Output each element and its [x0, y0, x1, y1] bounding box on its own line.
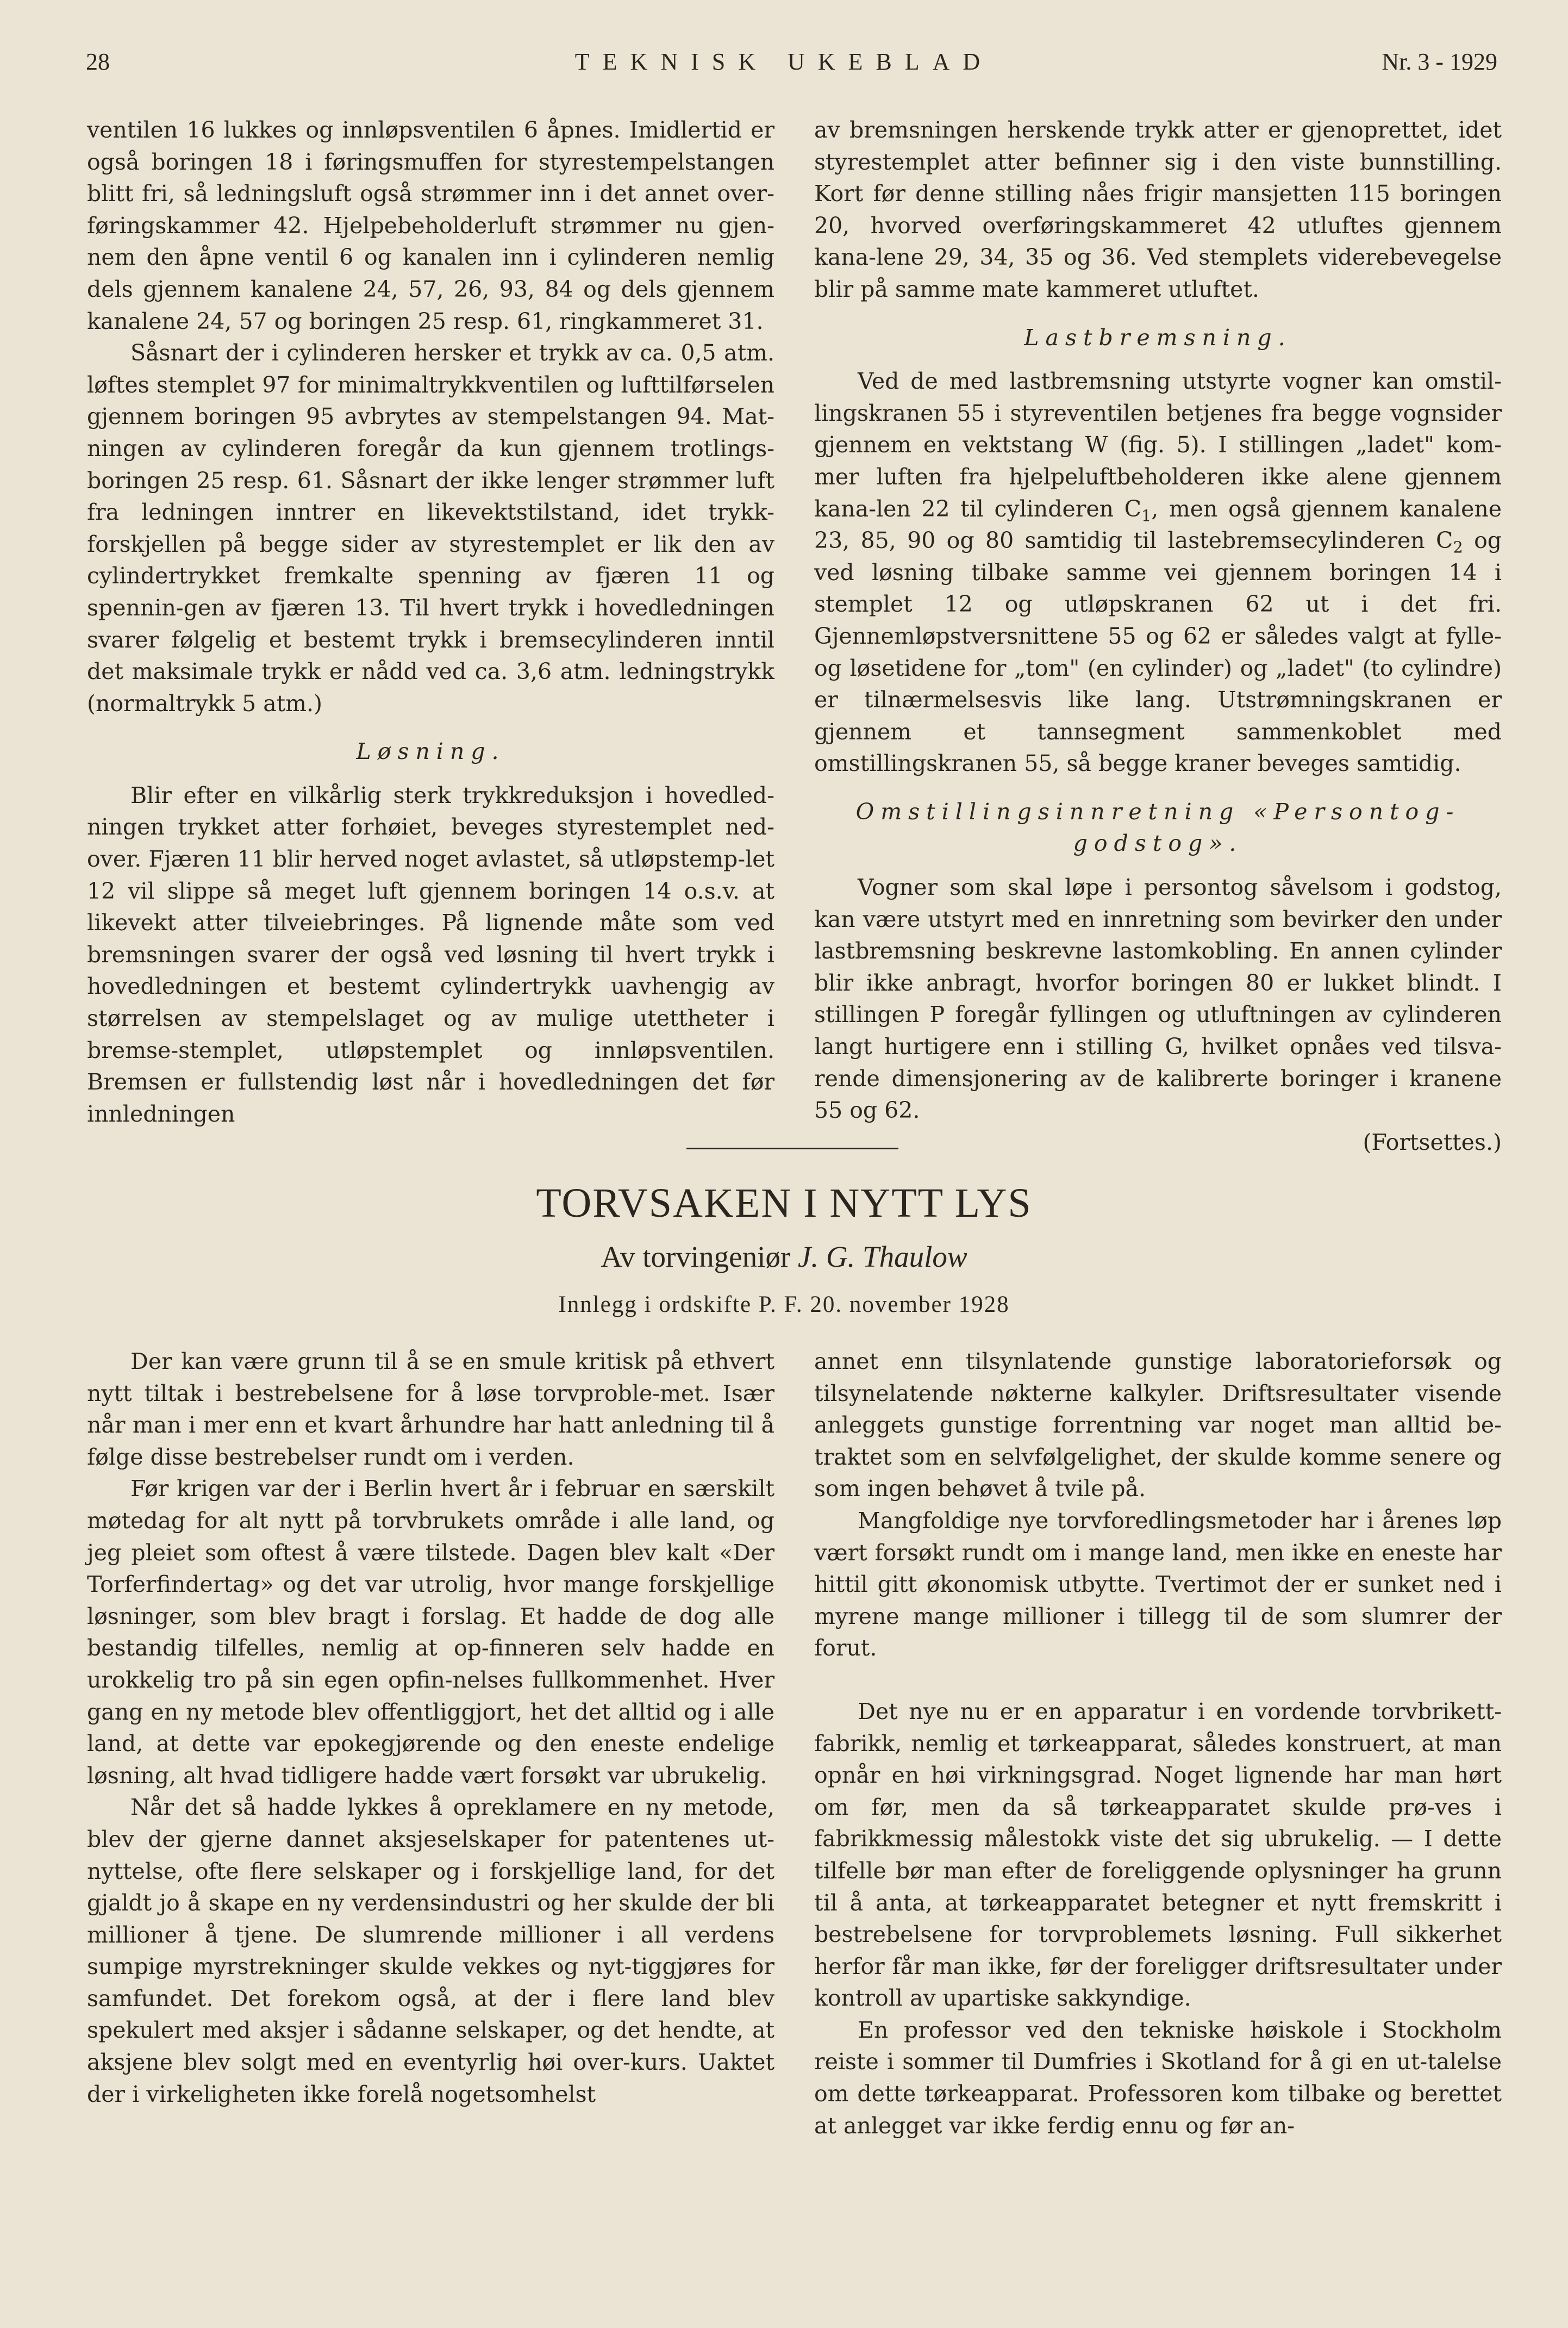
continued-note: (Fortsettes.) — [1363, 1129, 1502, 1155]
section-heading: Omstillingsinnretning «Persontog-godstog». — [855, 798, 1460, 857]
paragraph: Såsnart der i cylinderen hersker et trykk av ca. 0,5 atm. løftes stemplet 97 for minimaltrykkventilen og lufttilførselen gjennem boringen 95 avbrytes av stempelstangen 94. Mat-ningen av cylinderen foregår da kun gjennem trotlings-boringen 25 resp. 61. Såsnart der ikke lenger strømmer luft fra ledningen inntrer en likevektstilstand, idet trykk-forskjellen på begge sider av styrestemplet er lik den av cylindertrykket fremkalte spenning av fjæren 11 og spennin-gen av fjæren 13. Til hvert trykk i hovedledningen svarer følgelig et bestemt trykk i bremsecylinderen inntil det maksimale trykk er nådd ved ca. 3,6 atm. ledningstrykk (normaltrykk 5 atm.) — [87, 340, 774, 717]
paragraph: Blir efter en vilkårlig sterk trykkreduksjon i hovedled-ningen trykket atter forhøiet, beveges styrestemplet ned-over. Fjæren 11 blir herved noget avlastet, så utløpstemp-let 12 vil slippe så meget luft gjennem boringen 14 o.s.v. at likevekt atter tilveiebringes. På lignende måte som ved bremsningen svarer der også ved løsning til hvert trykk i hovedledningen et bestemt cylindertrykk uavhengig av størrelsen av stempelslaget og av mulige utettheter i bremse-stemplet, utløpstemplet og innløpsventilen. Bremsen er fullstendig løst når i hovedledningen det før innledningen — [87, 782, 774, 1127]
author-name: J. G. Thaulow — [797, 1240, 967, 1273]
paragraph: av bremsningen herskende trykk atter er gjenoprettet, idet styrestemplet atter befinner sig i den viste bunnstilling. Kort før denne stilling nåes frigir mansjetten 115 boringen 20, hvorved overføringskammeret 42 utluftes gjennem kana-lene 29, 34, 35 og 36. Ved stemplets viderebevegelse blir på samme mate kammeret utluftet. — [814, 117, 1502, 302]
paragraph: Der kan være grunn til å se en smule kritisk på ethvert nytt tiltak i bestrebelsene for å løse torvproble-met. Især når man i mer enn et kvart århundre har hatt anledning til å følge disse bestrebelser rundt om i verden. — [87, 1348, 774, 1470]
journal-title: TEKNISK UKEBLAD — [574, 48, 994, 75]
paragraph: Når det så hadde lykkes å opreklamere en ny metode, blev der gjerne dannet aksjeselskaper for patentenes ut-nyttelse, ofte flere selskaper og i forskjellige land, for det gjaldt jo å skape en ny verdensindustri og her skulde der bli millioner å tjene. De slumrende millioner i all verdens sumpige myrstrekninger skulde vekkes og nyt-tiggjøres for samfundet. Det forekom også, at der i flere land blev spekulert med aksjer i sådanne selskaper, og det hendte, at aksjene blev solgt med en eventyrlig høi over-kurs. Uaktet der i virkeligheten ikke forelå nogetsomhelst — [87, 1794, 774, 2107]
paragraph: annet enn tilsynlatende gunstige laboratorieforsøk og tilsynelatende nøkterne kalkyler. Driftsresultater visende anleggets gunstige forrentning var noget man alltid be-traktet som en selvfølgelighet, der skulde komme senere og som ingen behøvet å tvile på. — [814, 1348, 1502, 1502]
paragraph: Før krigen var der i Berlin hvert år i februar en særskilt møtedag for alt nytt på torvbrukets område i alle land, og jeg pleiet som oftest å være tilstede. Dagen blev kalt «Der Torferfindertag» og det var utrolig, hvor mange forskjellige løsninger, som blev bragt i forslag. Et hadde de dog alle bestandig tilfelles, nemlig at op-finneren selv hadde en urokkelig tro på sin egen opfin-nelses fullkommenhet. Hver gang en ny metode blev offentliggjort, het det alltid og i alle land, at dette var epokegjørende og den eneste endelige løsning, alt hvad tidligere hadde vært forsøkt var ubrukelig. — [87, 1476, 774, 1789]
top-left-column — [87, 114, 774, 1130]
page-header — [0, 48, 1568, 86]
page-number: 28 — [86, 48, 110, 75]
paragraph: Det nye nu er en apparatur i en vordende torvbrikett-fabrikk, nemlig et tørkeapparat, således konstruert, at man opnår en høi virkningsgrad. Noget lignende har man hørt om før, men da så tørkeapparatet skulde prø-ves i fabrikkmessig målestokk viste det sig ubrukelig. — I dette tilfelle bør man efter de foreliggende oplysninger ha grunn til å anta, at tørkeapparatet betegner et nytt fremskritt i bestrebelsene for torvproblemets løsning. Full sikkerhet herfor får man ikke, før der foreligger driftsresultater under kontroll av upartiske sakkyndige. — [814, 1698, 1502, 2012]
article-title: TORVSAKEN I NYTT LYS — [536, 1180, 1032, 1226]
article-note: Innlegg i ordskifte P. F. 20. november 1928 — [558, 1292, 1010, 1317]
article-author: Av torvingeniør J. G. Thaulow — [601, 1240, 967, 1273]
bottom-left-column — [87, 1346, 774, 2110]
bottom-right-column — [814, 1346, 1502, 2142]
paragraph: En professor ved den tekniske høiskole i Stockholm reiste i sommer til Dumfries i Skotland for å gi en ut-talelse om dette tørkeapparat. Professoren kom tilbake og berettet at anlegget var ikke ferdig ennu og før an- — [814, 2016, 1502, 2139]
section-heading: Løsning. — [356, 738, 505, 765]
paragraph: Vogner som skal løpe i persontog såvelsom i godstog, kan være utstyrt med en innretning som bevirker den under lastbremsning beskrevne lastomkobling. En annen cylinder blir ikke anbragt, hvorfor boringen 80 er lukket blindt. I stillingen P foregår fyllingen og utluftningen av cylinderen langt hurtigere enn i stilling G, hvilket opnåes ved tilsva-rende dimensjonering av de kalibrerte boringer i kranene 55 og 62. — [814, 874, 1502, 1124]
section-heading: Lastbremsning. — [1024, 324, 1292, 351]
paragraph: ventilen 16 lukkes og innløpsventilen 6 åpnes. Imidlertid er også boringen 18 i føringsmuffen for styrestempelstangen blitt fri, så ledningsluft også strømmer inn i det annet over-føringskammer 42. Hjelpebeholderluft strømmer nu gjen-nem den åpne ventil 6 og kanalen inn i cylinderen nemlig dels gjennem kanalene 24, 57, 26, 93, 84 og dels gjennem kanalene 24, 57 og boringen 25 resp. 61, ringkammeret 31. — [87, 117, 774, 334]
divider-rule — [686, 1148, 898, 1149]
paragraph: Mangfoldige nye torvforedlingsmetoder har i årenes løp vært forsøkt rundt om i mange land, men ikke en eneste har hittil gitt økonomisk utbytte. Tvertimot der er sunket ned i myrene mange millioner i tillegg til de som slumrer der forut. — [814, 1507, 1502, 1661]
paragraph: Ved de med lastbremsning utstyrte vogner kan omstil-lingskranen 55 i styreventilen betjenes fra begge vognsider gjennem en vektstang W (fig. 5). I stillingen „ladet" kom-mer luften fra hjelpeluftbeholderen ikke alene gjennem kana-len 22 til cylinderen $C_1$, men også gjennem kanalene 23, 85, 90 og 80 samtidig til lastebremsecylinderen $C_2$ og ved løsning tilbake samme vei gjennem boringen 14 i stemplet 12 og utløpskranen 62 ut i det fri. Gjennemløpstversnittene 55 og 62 er således valgt at fylle- og løsetidene for „tom" (en cylinder) og „ladet" (to cylindre) er tilnærmelsesvis like lang. Utstrømningskranen er gjennem et tannsegment sammenkoblet med omstillingskranen 55, så begge kraner beveges samtidig. — [814, 368, 1502, 777]
top-right-column — [814, 114, 1502, 1158]
issue-number: Nr. 3 - 1929 — [1382, 48, 1497, 75]
